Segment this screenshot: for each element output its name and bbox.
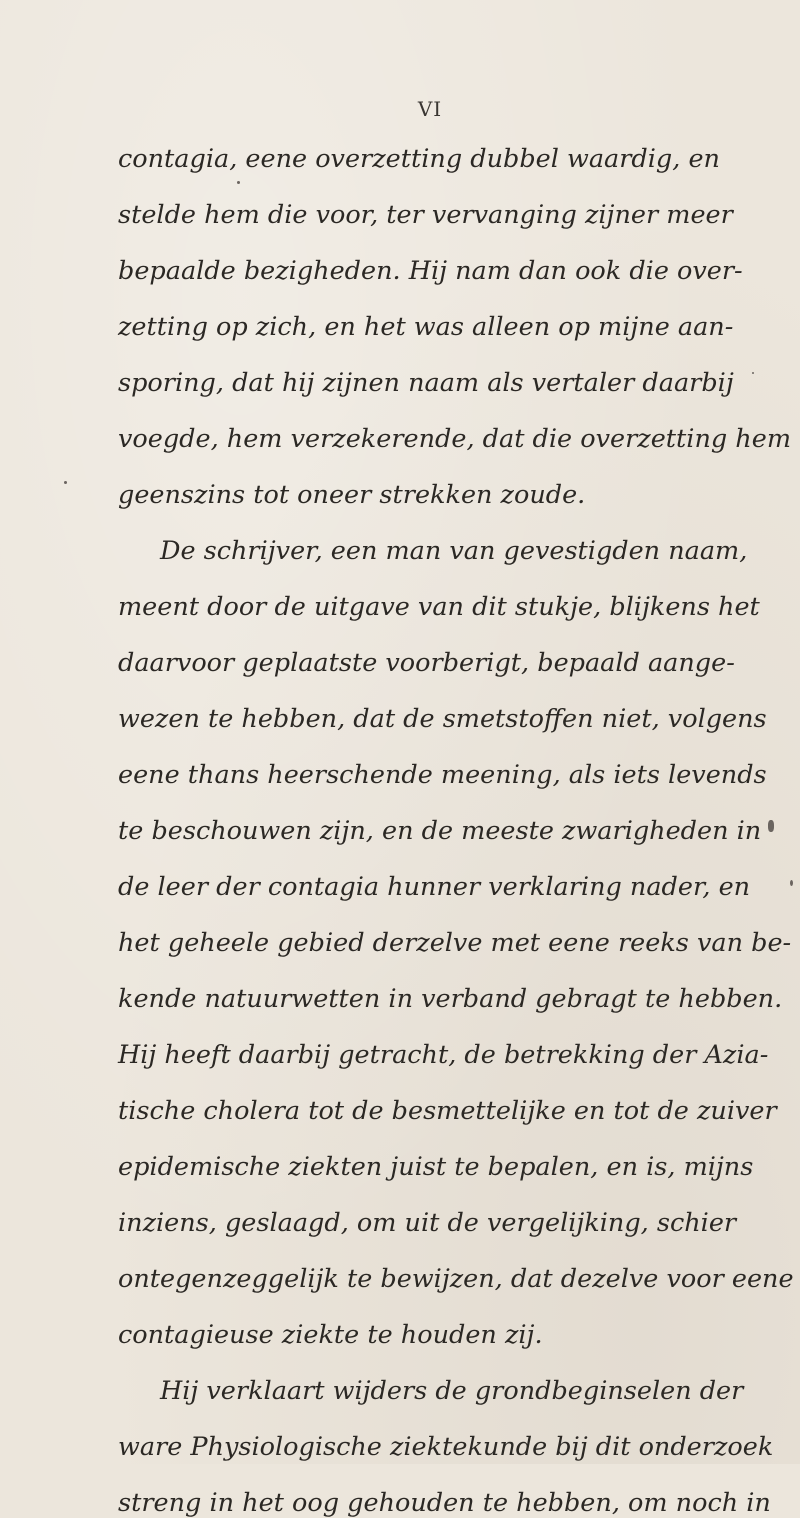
text-line: voegde, hem verzekerende, dat die overzetting hem xyxy=(118,424,791,454)
text-line: de leer der contagia hunner verklaring nader, en xyxy=(118,872,751,902)
text-line: Hij heeft daarbij getracht, de betrekking der Azia- xyxy=(118,1040,769,1070)
text-line: bepaalde bezigheden. Hij nam dan ook die over- xyxy=(118,256,743,286)
paper-speck xyxy=(768,820,774,832)
paper-speck xyxy=(64,481,67,484)
paragraph-first-line: De schrijver, een man van gevestigden naam, xyxy=(160,536,748,566)
text-line: inziens, geslaagd, om uit de vergelijking, schier xyxy=(118,1208,737,1238)
page-number: VI xyxy=(417,97,443,121)
text-line: epidemische ziekten juist te bepalen, en is, mijns xyxy=(118,1152,754,1182)
text-line: geenszins tot oneer strekken zoude. xyxy=(118,480,586,510)
text-line: te beschouwen zijn, en de meeste zwarigheden in xyxy=(118,816,762,846)
text-line: ontegenzeggelijk te bewijzen, dat dezelve voor eene xyxy=(118,1264,794,1294)
text-line: ware Physiologische ziektekunde bij dit onderzoek xyxy=(118,1432,774,1462)
text-line: tische cholera tot de besmettelijke en tot de zuiver xyxy=(118,1096,777,1126)
paragraph-first-line: Hij verklaart wijders de grondbeginselen der xyxy=(160,1376,744,1406)
text-line: streng in het oog gehouden te hebben, om noch in xyxy=(118,1488,771,1518)
text-line: eene thans heerschende meening, als iets levends xyxy=(118,760,767,790)
text-line: contagia, eene overzetting dubbel waardig, en xyxy=(118,144,720,174)
text-line: stelde hem die voor, ter vervanging zijner meer xyxy=(118,200,733,230)
text-line: kende natuurwetten in verband gebragt te hebben. xyxy=(118,984,783,1014)
text-line: sporing, dat hij zijnen naam als vertaler daarbij xyxy=(118,368,734,398)
text-line: zetting op zich, en het was alleen op mijne aan- xyxy=(118,312,734,342)
text-line: het geheele gebied derzelve met eene reeks van be- xyxy=(118,928,792,958)
paper-speck xyxy=(752,372,754,374)
paper-speck xyxy=(790,880,793,886)
paper-speck xyxy=(237,181,240,184)
text-line: meent door de uitgave van dit stukje, blijkens het xyxy=(118,592,760,622)
text-line: wezen te hebben, dat de smetstoffen niet, volgens xyxy=(118,704,767,734)
text-line: contagieuse ziekte te houden zij. xyxy=(118,1320,543,1350)
text-line: daarvoor geplaatste voorberigt, bepaald aange- xyxy=(118,648,735,678)
